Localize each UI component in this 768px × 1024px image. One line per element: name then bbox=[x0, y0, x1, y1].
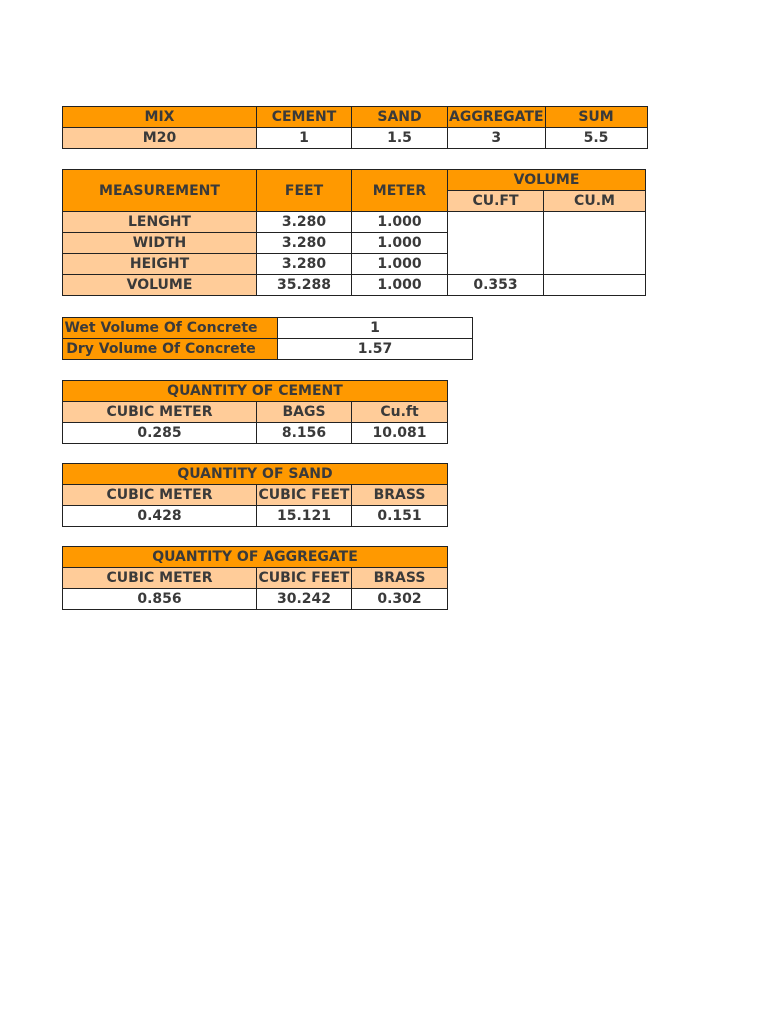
sand-header-row bbox=[63, 485, 448, 506]
aggregate-cubic-feet-cell[interactable]: 30.242 bbox=[257, 589, 352, 610]
aggregate-quantity-table bbox=[62, 546, 448, 610]
cement-cuft-cell[interactable]: 10.081 bbox=[352, 423, 448, 444]
cement-header-row bbox=[63, 402, 448, 423]
mix-header-row bbox=[63, 107, 648, 128]
cement-value-row bbox=[63, 423, 448, 444]
sand-brass-cell[interactable]: 0.151 bbox=[352, 506, 448, 527]
length-feet-cell[interactable]: 3.280 bbox=[257, 212, 352, 233]
cement-header-cuft[interactable]: Cu.ft bbox=[352, 402, 448, 423]
dry-volume-label[interactable] bbox=[63, 339, 278, 360]
table-row bbox=[63, 275, 646, 296]
mix-aggregate-cell[interactable]: 3 bbox=[448, 128, 546, 149]
header-cuft[interactable]: CU.FT bbox=[448, 191, 544, 212]
aggregate-header-cubic-meter[interactable]: CUBIC METER bbox=[63, 568, 257, 589]
dry-volume-value[interactable]: 1.57 bbox=[278, 339, 473, 360]
mix-grade-cell[interactable]: M20 bbox=[63, 128, 257, 149]
aggregate-value-row bbox=[63, 589, 448, 610]
sand-quantity-table bbox=[62, 463, 448, 527]
volume-feet-cell[interactable]: 35.288 bbox=[257, 275, 352, 296]
width-feet-cell[interactable]: 3.280 bbox=[257, 233, 352, 254]
sand-title[interactable]: QUANTITY OF SAND bbox=[63, 464, 448, 485]
header-volume[interactable]: VOLUME bbox=[448, 170, 646, 191]
height-feet-cell[interactable]: 3.280 bbox=[257, 254, 352, 275]
mix-header-cement[interactable]: CEMENT bbox=[257, 107, 352, 128]
dry-volume-row bbox=[63, 339, 473, 360]
table-row bbox=[63, 212, 646, 233]
mix-header-aggregate[interactable]: AGGREGATE bbox=[448, 107, 546, 128]
measurement-header-row bbox=[63, 170, 646, 191]
merged-cum-cell[interactable] bbox=[544, 212, 646, 275]
aggregate-header-cubic-feet[interactable]: CUBIC FEET bbox=[257, 568, 352, 589]
wet-volume-label[interactable] bbox=[63, 318, 278, 339]
length-meter-cell[interactable]: 1.000 bbox=[352, 212, 448, 233]
mix-header-mix[interactable]: MIX bbox=[63, 107, 257, 128]
sand-header-cubic-feet[interactable]: CUBIC FEET bbox=[257, 485, 352, 506]
cement-header-bags[interactable]: BAGS bbox=[257, 402, 352, 423]
header-feet[interactable]: FEET bbox=[257, 170, 352, 212]
cement-title[interactable]: QUANTITY OF CEMENT bbox=[63, 381, 448, 402]
mix-table bbox=[62, 106, 648, 149]
volume-meter-cell[interactable]: 1.000 bbox=[352, 275, 448, 296]
mix-sum-cell[interactable]: 5.5 bbox=[545, 128, 647, 149]
cement-bags-cell[interactable]: 8.156 bbox=[257, 423, 352, 444]
mix-value-row bbox=[63, 128, 648, 149]
cement-header-cubic-meter[interactable]: CUBIC METER bbox=[63, 402, 257, 423]
height-meter-cell[interactable]: 1.000 bbox=[352, 254, 448, 275]
mix-header-sand[interactable]: SAND bbox=[352, 107, 448, 128]
sand-title-row bbox=[63, 464, 448, 485]
measurement-table bbox=[62, 169, 646, 296]
width-meter-cell[interactable]: 1.000 bbox=[352, 233, 448, 254]
cement-cubic-meter-cell[interactable]: 0.285 bbox=[63, 423, 257, 444]
aggregate-header-row bbox=[63, 568, 448, 589]
mix-sand-cell[interactable]: 1.5 bbox=[352, 128, 448, 149]
volume-cuft-cell[interactable]: 0.353 bbox=[448, 275, 544, 296]
concrete-volume-table bbox=[62, 317, 473, 360]
wet-volume-label-text: Wet Volume Of Concrete bbox=[64, 320, 258, 336]
height-label[interactable]: HEIGHT bbox=[63, 254, 257, 275]
merged-cuft-cell[interactable] bbox=[448, 212, 544, 275]
aggregate-brass-cell[interactable]: 0.302 bbox=[352, 589, 448, 610]
header-cum[interactable]: CU.M bbox=[544, 191, 646, 212]
dry-volume-label-text: Dry Volume Of Concrete bbox=[66, 341, 256, 357]
cement-title-row bbox=[63, 381, 448, 402]
cement-quantity-table bbox=[62, 380, 448, 444]
aggregate-title[interactable]: QUANTITY OF AGGREGATE bbox=[63, 547, 448, 568]
mix-header-sum[interactable]: SUM bbox=[545, 107, 647, 128]
sand-header-brass[interactable]: BRASS bbox=[352, 485, 448, 506]
volume-cum-cell[interactable] bbox=[544, 275, 646, 296]
sand-cubic-meter-cell[interactable]: 0.428 bbox=[63, 506, 257, 527]
wet-volume-row bbox=[63, 318, 473, 339]
sand-value-row bbox=[63, 506, 448, 527]
sand-cubic-feet-cell[interactable]: 15.121 bbox=[257, 506, 352, 527]
header-meter[interactable]: METER bbox=[352, 170, 448, 212]
sand-header-cubic-meter[interactable]: CUBIC METER bbox=[63, 485, 257, 506]
aggregate-cubic-meter-cell[interactable]: 0.856 bbox=[63, 589, 257, 610]
header-measurement[interactable]: MEASUREMENT bbox=[63, 170, 257, 212]
aggregate-header-brass[interactable]: BRASS bbox=[352, 568, 448, 589]
length-label[interactable]: LENGHT bbox=[63, 212, 257, 233]
mix-cement-cell[interactable]: 1 bbox=[257, 128, 352, 149]
aggregate-title-row bbox=[63, 547, 448, 568]
wet-volume-value[interactable]: 1 bbox=[278, 318, 473, 339]
volume-label[interactable]: VOLUME bbox=[63, 275, 257, 296]
width-label[interactable]: WIDTH bbox=[63, 233, 257, 254]
